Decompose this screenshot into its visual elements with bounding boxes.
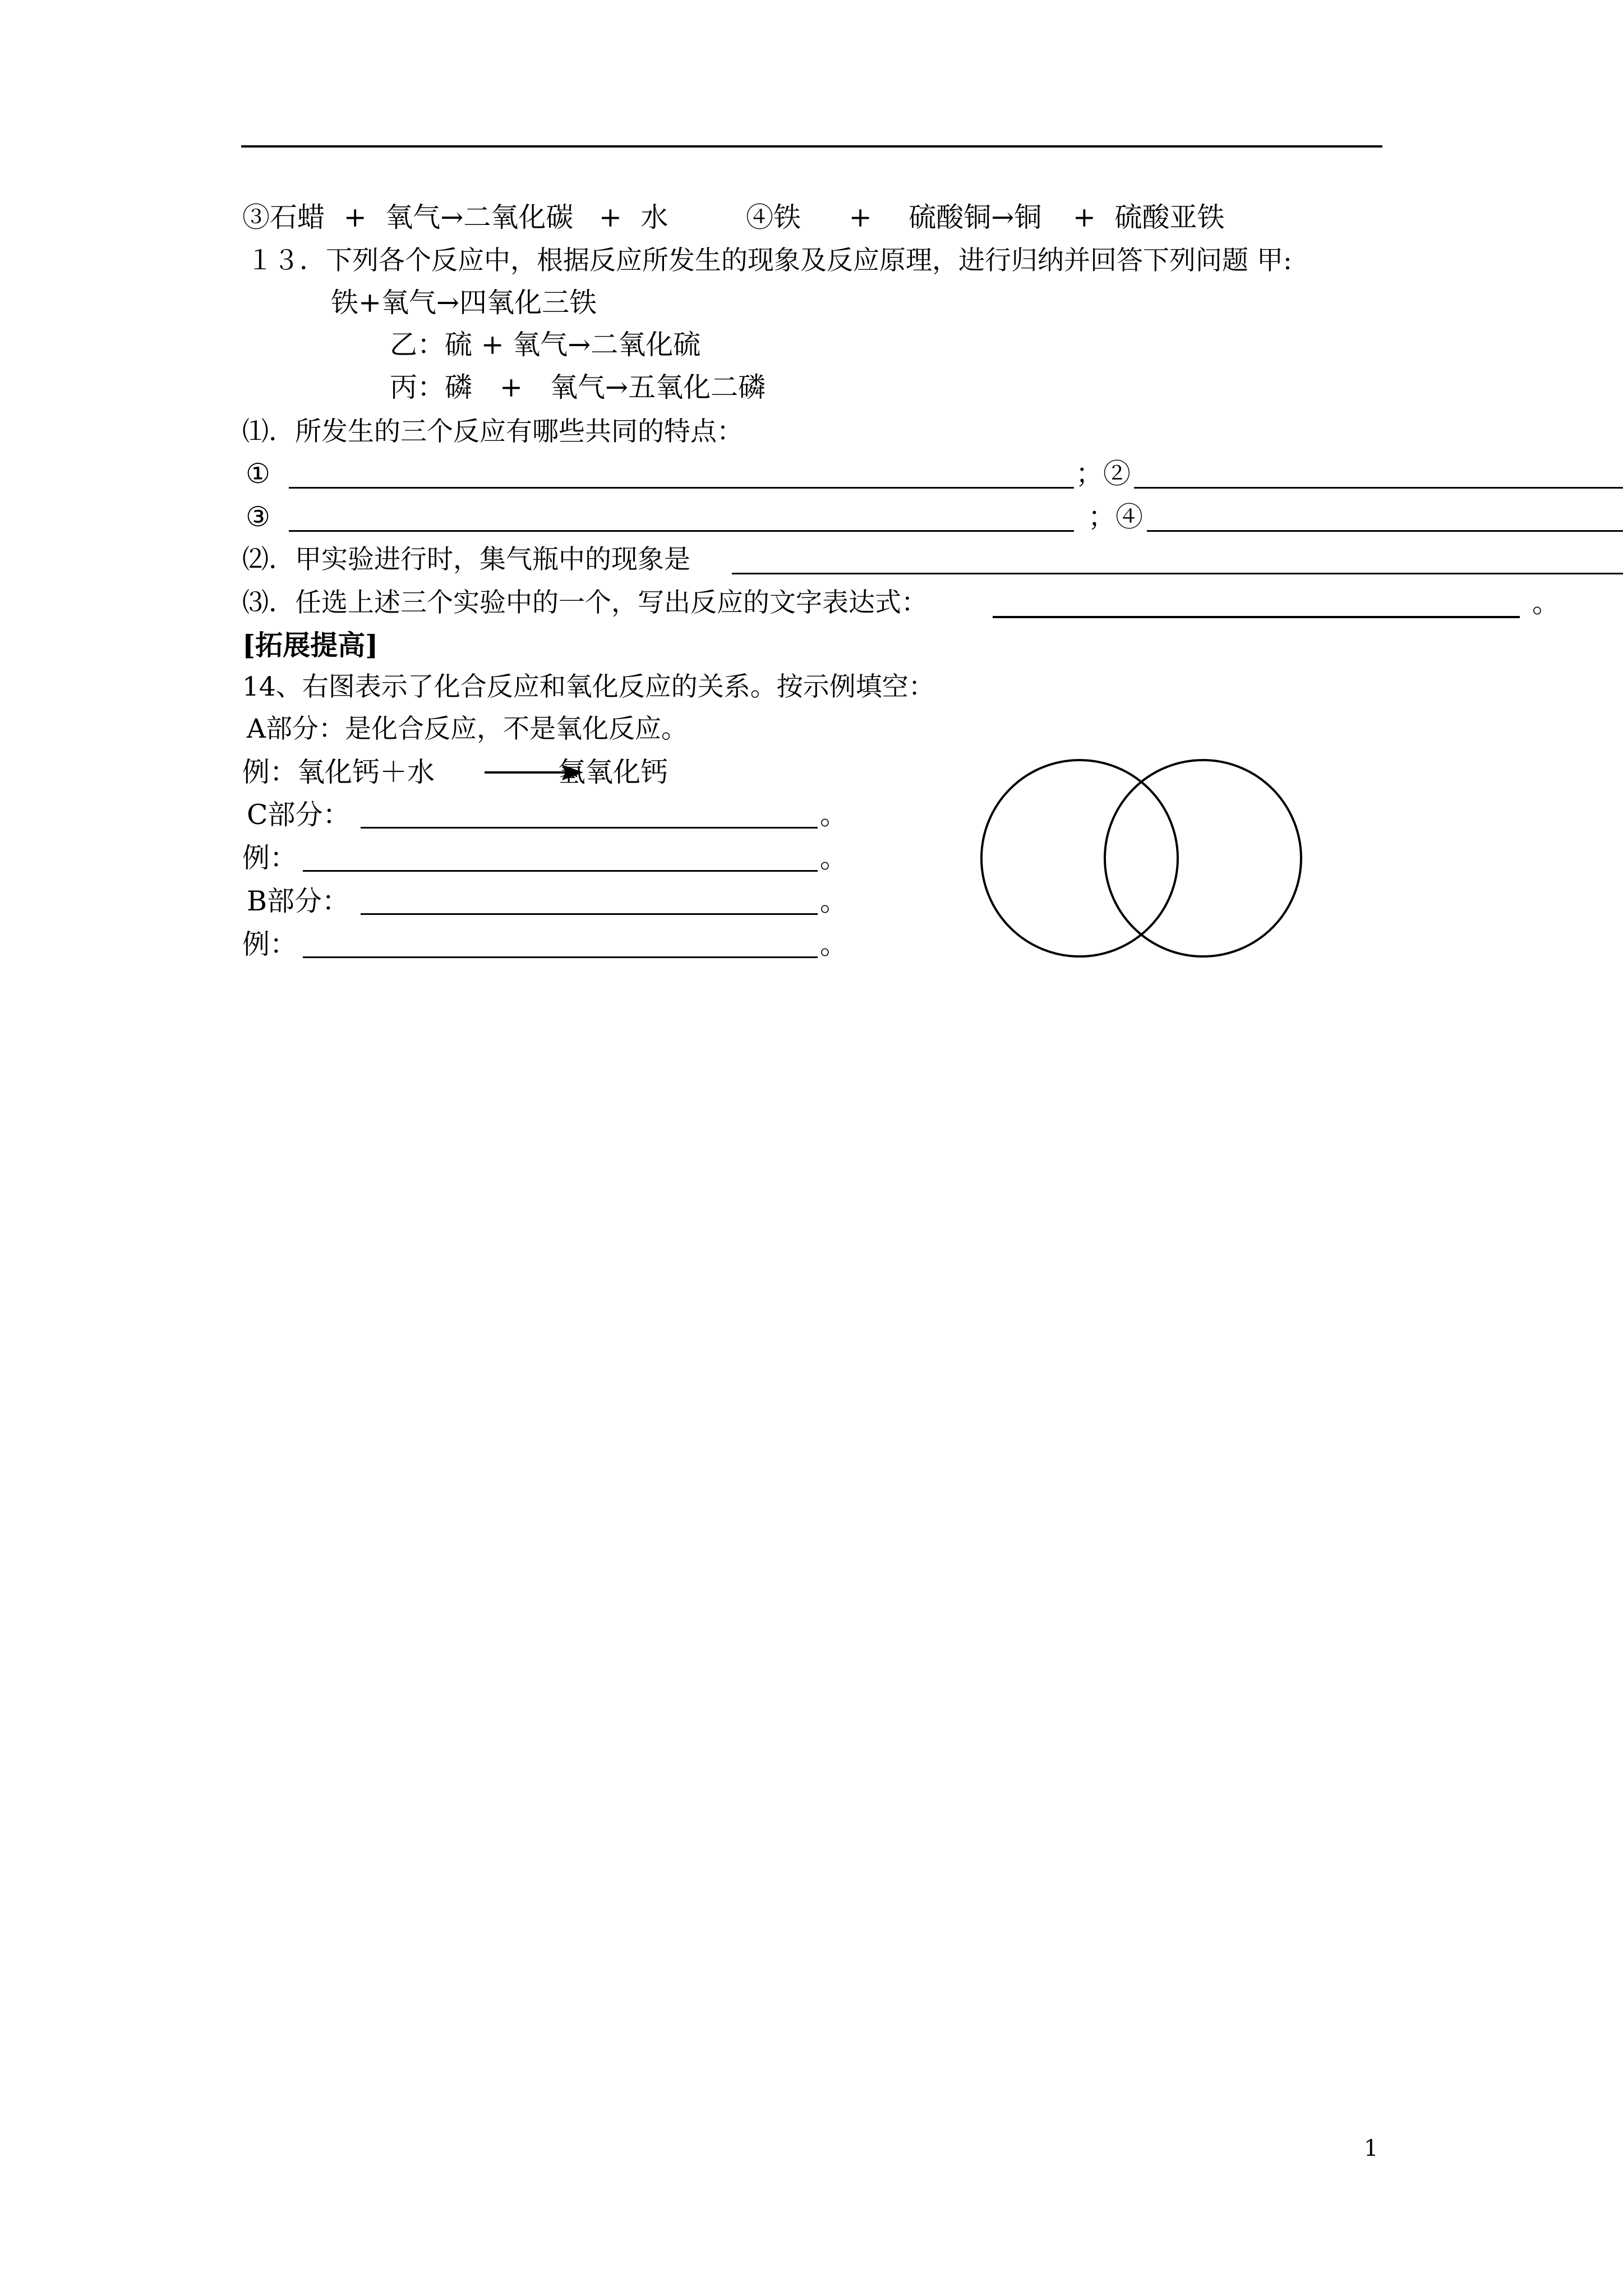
expression-blank[interactable] bbox=[993, 616, 1520, 618]
a-part: A部分：是化合反应，不是氧化反应。 bbox=[247, 714, 688, 744]
venn-circle-right bbox=[1105, 760, 1301, 956]
q14-intro: 14、右图表示了化合反应和氧化反应的关系。按示例填空： bbox=[242, 671, 935, 702]
feature-2-blank[interactable] bbox=[1134, 487, 1623, 489]
c-example-label: 例： bbox=[242, 842, 298, 874]
c-part-period: 。 bbox=[820, 799, 848, 831]
q13-jia-equation: 铁+氧气→四氧化三铁 bbox=[331, 287, 597, 319]
feature-2-label: ；② bbox=[1076, 458, 1131, 490]
b-part-label: B部分： bbox=[247, 885, 350, 917]
c-example-blank[interactable] bbox=[303, 870, 818, 872]
example-label: 例：氧化钙＋水 bbox=[242, 756, 435, 788]
c-part-label: C部分： bbox=[247, 799, 351, 831]
feature-3-blank[interactable] bbox=[289, 530, 1074, 532]
venn-diagram bbox=[976, 754, 1312, 962]
q13-part2: ⑵．甲实验进行时，集气瓶中的现象是 bbox=[242, 544, 690, 575]
b-example-period: 。 bbox=[820, 928, 848, 960]
feature-1-label: ① bbox=[246, 458, 270, 490]
page-number: 1 bbox=[1364, 2136, 1378, 2161]
feature-4-label: ；④ bbox=[1088, 501, 1144, 533]
b-example-label: 例： bbox=[242, 928, 298, 960]
q13-intro: １３．下列各个反应中，根据反应所发生的现象及反应原理，进行归纳并回答下列问题 甲: bbox=[247, 245, 1292, 276]
q13-part3: ⑶．任选上述三个实验中的一个，写出反应的文字表达式： bbox=[242, 587, 928, 618]
q13-part3-end: 。 bbox=[1532, 587, 1560, 619]
b-part-blank[interactable] bbox=[361, 913, 818, 915]
venn-circle-left bbox=[981, 760, 1178, 956]
feature-4-blank[interactable] bbox=[1147, 530, 1623, 532]
extension-heading: [拓展提高] bbox=[242, 629, 379, 661]
equation-3: ③石蜡 + 氧气→二氧化碳 + 水 bbox=[242, 201, 668, 233]
feature-1-blank[interactable] bbox=[289, 487, 1074, 489]
equation-4: ④铁 + 硫酸铜→铜 + 硫酸亚铁 bbox=[746, 201, 1225, 233]
q13-part1: ⑴．所发生的三个反应有哪些共同的特点： bbox=[242, 416, 743, 447]
example-product: 氢氧化钙 bbox=[558, 756, 668, 788]
c-part-blank[interactable] bbox=[361, 827, 818, 829]
header-rule bbox=[241, 145, 1382, 148]
c-example-period: 。 bbox=[820, 842, 848, 874]
b-example-blank[interactable] bbox=[303, 956, 818, 958]
feature-3-label: ③ bbox=[246, 501, 270, 533]
phenomenon-blank[interactable] bbox=[732, 573, 1623, 574]
q13-bing-equation: 丙：磷 + 氧气→五氧化二磷 bbox=[390, 371, 766, 403]
q13-yi-equation: 乙：硫 + 氧气→二氧化硫 bbox=[390, 329, 701, 361]
b-part-period: 。 bbox=[820, 885, 848, 917]
